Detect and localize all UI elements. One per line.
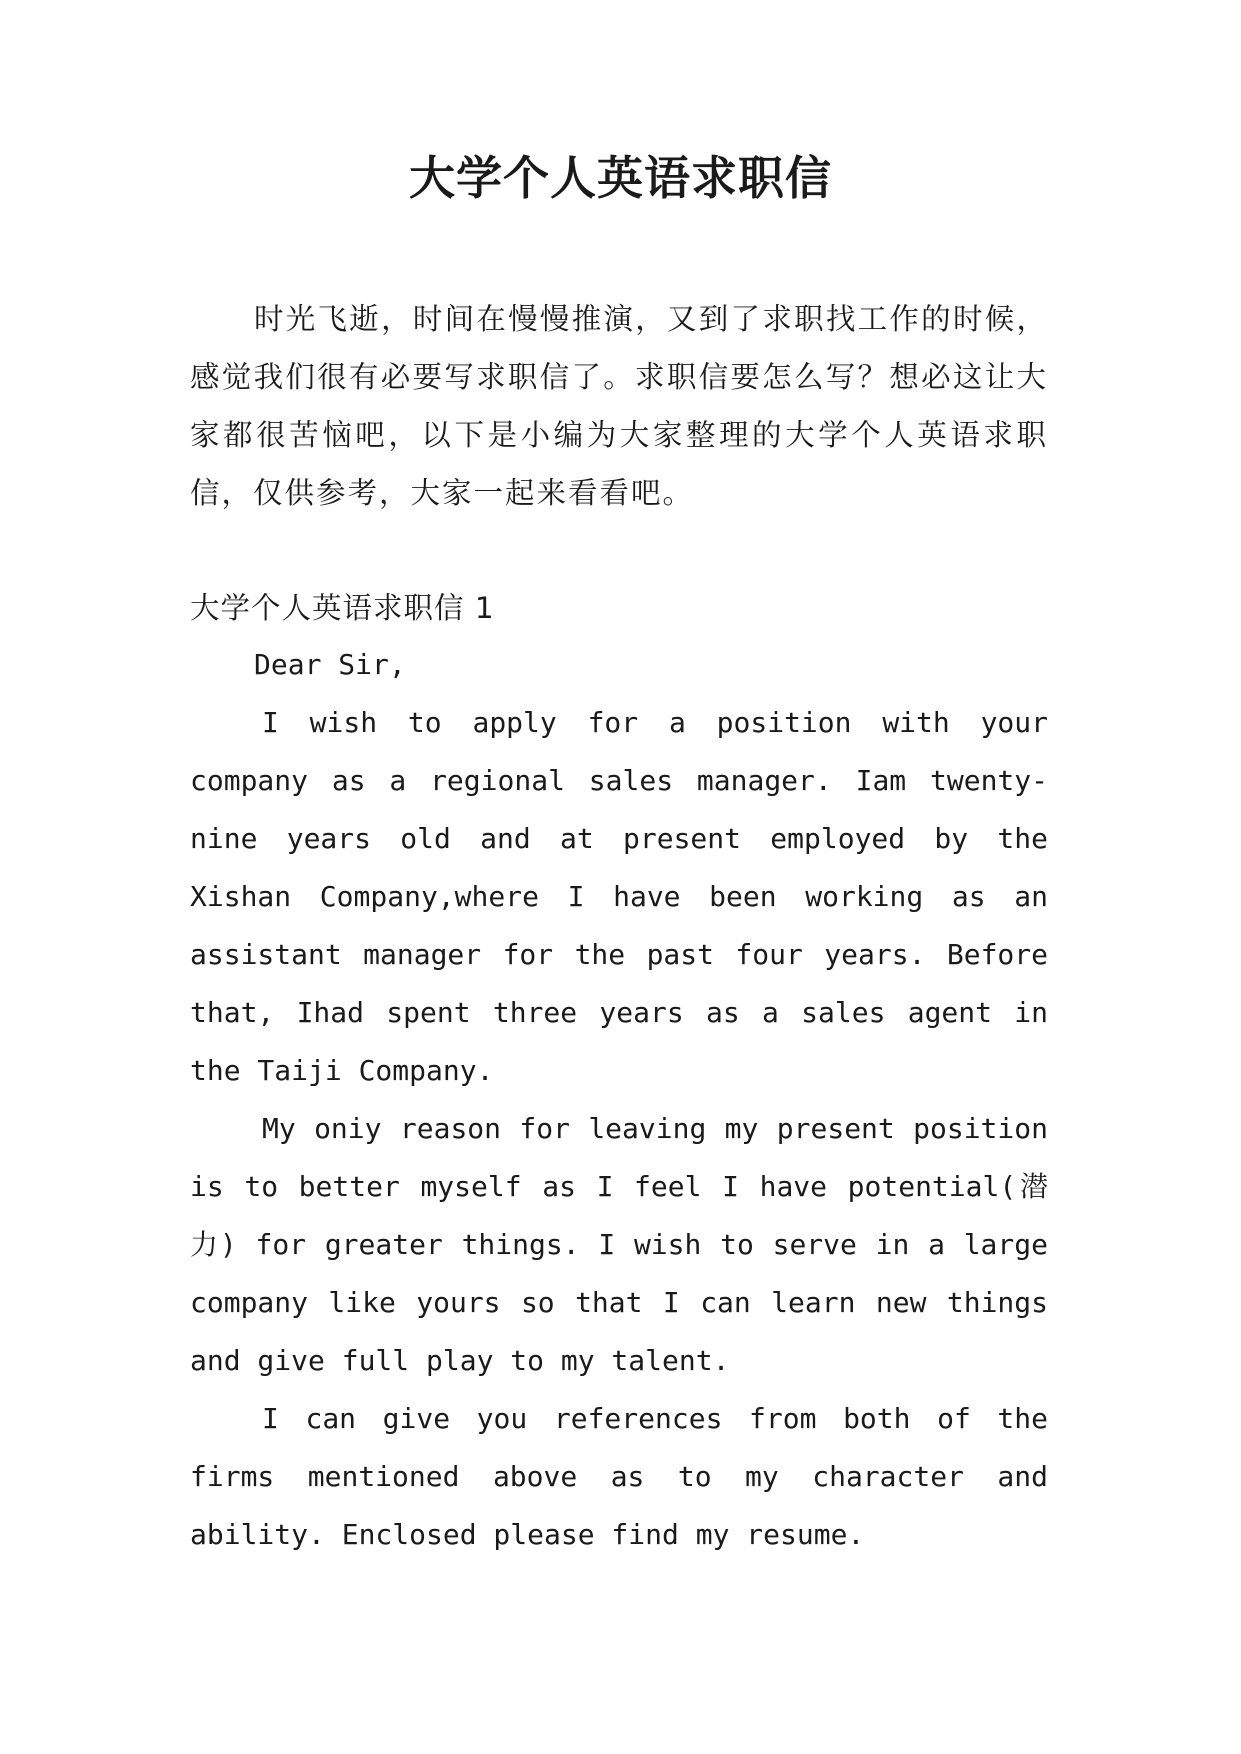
intro-paragraph: 时光飞逝，时间在慢慢推演，又到了求职找工作的时候，感觉我们很有必要写求职信了。求职信要怎么写？想必这让大家都很苦恼吧，以下是小编为大家整理的大学个人英语求职信，仅供参考，大家一起来看看吧。 <box>190 302 1048 510</box>
letter-salutation: Dear Sir, <box>254 648 406 681</box>
letter-body <box>190 636 1048 1564</box>
letter-paragraph: I wish to apply for a position with your company as a regional sales manager. Iam twenty-nine years old and at present employed by the Xishan Company,where I have been working as an assistant manager for the past four years. Before that, Ihad spent three years as a sales agent in the Taiji Company. <box>190 706 1048 1087</box>
letter-paragraph: My oniy reason for leaving my present position is to better myself as I feel I have potential(潜力) for greater things. I wish to serve in a large company like yours so that I can learn new things and give full play to my talent. <box>190 1112 1048 1377</box>
section-heading: 大学个人英语求职信 1 <box>190 591 495 625</box>
document-title: 大学个人英语求职信 <box>409 151 832 205</box>
letter-paragraph: I can give you references from both of the firms mentioned above as to my character and ability. Enclosed please find my resume. <box>190 1402 1048 1551</box>
